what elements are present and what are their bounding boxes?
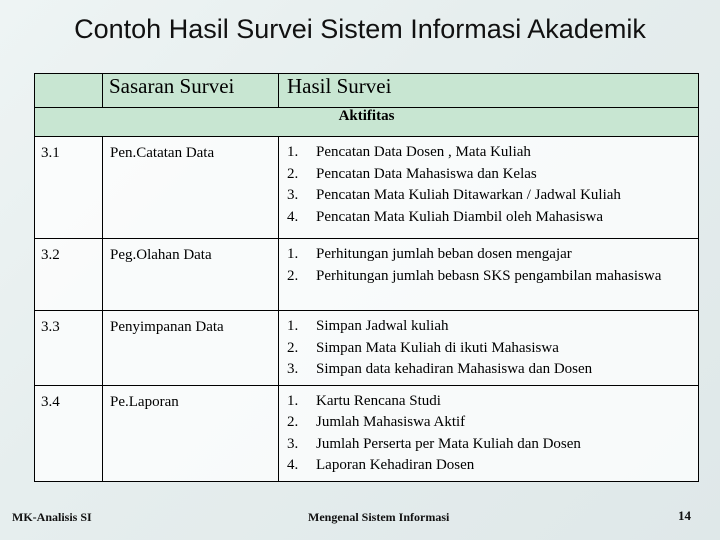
list-item-text: Pencatan Data Dosen , Mata Kuliah (316, 144, 531, 160)
footer-course: MK-Analisis SI (12, 510, 92, 524)
section-aktifitas: Aktifitas (35, 108, 699, 137)
list-item (287, 164, 694, 186)
list-item-text: Simpan Jadwal kuliah (316, 318, 449, 334)
row-target: Peg.Olahan Data (103, 239, 279, 311)
survey-table (34, 73, 699, 482)
list-item (287, 412, 694, 434)
list-item-number: 3. (287, 361, 299, 377)
list-item (287, 244, 694, 266)
list-item-text: Perhitungan jumlah bebasn SKS pengambilan mahasiswa (316, 267, 662, 284)
row-results (279, 239, 699, 311)
table-header-row (35, 74, 699, 108)
row-number: 3.4 (35, 385, 103, 481)
list-item (287, 207, 694, 229)
list-item-text: Laporan Kehadiran Dosen (316, 457, 475, 473)
list-item-number: 4. (287, 208, 299, 225)
list-item-number: 2. (287, 414, 299, 430)
list-item (287, 391, 694, 413)
list-item (287, 316, 694, 338)
list-item-number: 2. (287, 165, 299, 182)
result-list (287, 391, 694, 477)
table-row (35, 385, 699, 481)
list-item-text: Simpan data kehadiran Mahasiswa dan Dosen (316, 361, 593, 377)
table-row (35, 239, 699, 311)
list-item-text: Jumlah Perserta per Mata Kuliah dan Dosen (316, 435, 581, 452)
list-item-text: Pencatan Mata Kuliah Ditawarkan / Jadwal Kuliah (316, 187, 621, 203)
list-item-number: 1. (287, 246, 299, 262)
list-item (287, 142, 694, 164)
list-item-number: 3. (287, 187, 299, 203)
list-item-number: 4. (287, 457, 299, 473)
list-item-text: Pencatan Data Mahasiswa dan Kelas (316, 165, 537, 182)
list-item-text: Kartu Rencana Studi (316, 392, 441, 409)
list-item-number: 1. (287, 318, 299, 334)
list-item-number: 1. (287, 144, 299, 160)
list-item-number: 2. (287, 339, 299, 356)
list-item-text: Jumlah Mahasiswa Aktif (316, 414, 466, 430)
list-item-text: Pencatan Mata Kuliah Diambil oleh Mahasiswa (316, 208, 604, 225)
row-results (279, 137, 699, 239)
slide-title: Contoh Hasil Survei Sistem Informasi Akademik (74, 14, 646, 44)
header-hasil-survei: Hasil Survei (279, 74, 699, 108)
result-list (287, 316, 694, 381)
list-item (287, 338, 694, 360)
row-number: 3.3 (35, 311, 103, 386)
row-target: Penyimpanan Data (103, 311, 279, 386)
row-results (279, 311, 699, 386)
list-item (287, 359, 694, 381)
row-number: 3.2 (35, 239, 103, 311)
result-list (287, 142, 694, 228)
row-target: Pe.Laporan (103, 385, 279, 481)
header-sasaran-survei: Sasaran Survei (103, 74, 279, 108)
row-results (279, 385, 699, 481)
row-target: Pen.Catatan Data (103, 137, 279, 239)
list-item (287, 266, 694, 288)
footer-topic: Mengenal Sistem Informasi (308, 510, 450, 524)
result-list (287, 244, 694, 287)
list-item-text: Simpan Mata Kuliah di ikuti Mahasiswa (316, 339, 559, 356)
list-item (287, 185, 694, 207)
list-item-number: 2. (287, 267, 299, 284)
list-item (287, 434, 694, 456)
list-item (287, 455, 694, 477)
row-number: 3.1 (35, 137, 103, 239)
page-number: 14 (678, 508, 691, 523)
table-row (35, 311, 699, 386)
section-row (35, 108, 699, 137)
list-item-number: 3. (287, 435, 299, 452)
list-item-text: Perhitungan jumlah beban dosen mengajar (316, 246, 572, 262)
table-row (35, 137, 699, 239)
header-col-number (35, 74, 103, 108)
list-item-number: 1. (287, 392, 299, 409)
